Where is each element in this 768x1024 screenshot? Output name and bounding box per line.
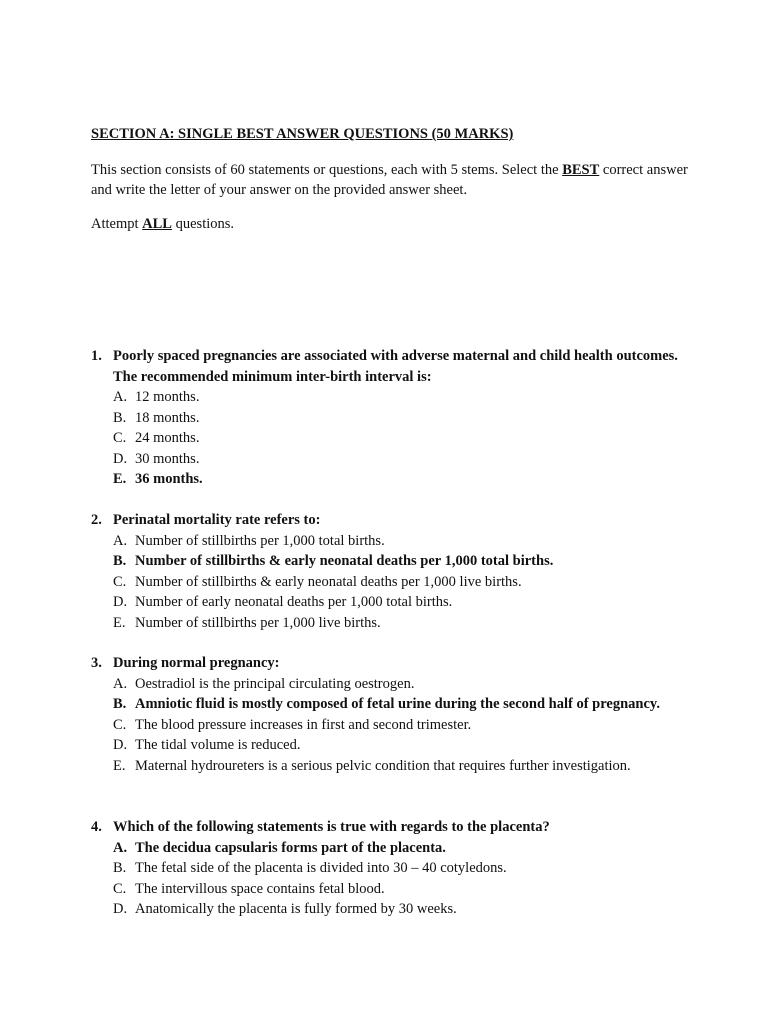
option-b <box>113 694 681 715</box>
instructions-text-end: correct answer and write the letter of your answer on the provided answer sheet. <box>91 162 688 198</box>
instructions-emphasis: BEST <box>562 162 600 178</box>
option-letter: B. <box>113 409 127 426</box>
option-letter: D. <box>113 901 128 917</box>
option-letter: D. <box>113 594 128 610</box>
option-letter: C. <box>113 880 127 897</box>
option-d <box>113 735 681 756</box>
question-2 <box>91 510 681 633</box>
option-letter: B. <box>113 860 127 876</box>
question-number: 2. <box>91 512 102 528</box>
question-1 <box>91 346 681 490</box>
option-b <box>113 551 681 572</box>
option-letter: A. <box>113 839 128 856</box>
option-text: Anatomically the placenta is fully formed by 30 weeks. <box>135 901 457 917</box>
option-c <box>113 715 681 736</box>
question-4 <box>91 817 681 920</box>
option-letter: C. <box>113 430 127 446</box>
option-letter: A. <box>113 532 128 549</box>
option-letter: E. <box>113 757 126 774</box>
option-a <box>113 838 681 859</box>
option-text: The decidua capsularis forms part of the placenta. <box>135 839 446 856</box>
option-d <box>113 449 681 470</box>
question-text: Perinatal mortality rate refers to: <box>113 512 321 528</box>
question-stem <box>91 346 681 387</box>
question-text: Poorly spaced pregnancies are associated with adverse maternal and child health outcomes. The recommended minimum inter-birth interval is: <box>113 348 678 385</box>
question-number: 3. <box>91 655 102 671</box>
option-text: Number of early neonatal deaths per 1,000 total births. <box>135 594 453 610</box>
option-text: 18 months. <box>135 409 200 426</box>
option-text: The blood pressure increases in first and second trimester. <box>135 716 472 733</box>
option-letter: B. <box>113 696 127 712</box>
attempt-instruction <box>91 214 234 234</box>
option-c <box>113 879 681 900</box>
question-number: 4. <box>91 819 102 835</box>
option-text: The tidal volume is reduced. <box>135 737 301 753</box>
question-number: 1. <box>91 348 102 364</box>
option-text: Amniotic fluid is mostly composed of fetal urine during the second half of pregnancy. <box>135 696 660 712</box>
option-e <box>113 469 681 490</box>
option-letter: C. <box>113 716 127 733</box>
section-instructions <box>91 160 691 200</box>
question-text: During normal pregnancy: <box>113 655 280 671</box>
question-stem <box>91 817 681 838</box>
option-d <box>113 592 681 613</box>
option-text: 30 months. <box>135 450 200 467</box>
option-e <box>113 756 681 777</box>
option-text: 24 months. <box>135 430 200 446</box>
option-letter: D. <box>113 450 128 467</box>
option-letter: C. <box>113 573 127 590</box>
option-letter: B. <box>113 553 127 569</box>
option-a <box>113 531 681 552</box>
option-b <box>113 858 681 879</box>
option-c <box>113 428 681 449</box>
option-text: 12 months. <box>135 389 200 405</box>
attempt-emphasis: ALL <box>142 216 172 232</box>
question-stem <box>91 510 681 531</box>
question-stem <box>91 653 681 674</box>
option-letter: A. <box>113 675 128 692</box>
question-text: Which of the following statements is true with regards to the placenta? <box>113 819 550 835</box>
option-text: Maternal hydroureters is a serious pelvic condition that requires further investigation. <box>135 757 631 774</box>
option-text: Number of stillbirths & early neonatal deaths per 1,000 total births. <box>135 553 554 569</box>
option-e <box>113 613 681 634</box>
option-b <box>113 408 681 429</box>
option-letter: A. <box>113 389 128 405</box>
attempt-text: Attempt <box>91 216 143 232</box>
option-letter: E. <box>113 471 127 487</box>
option-text: The intervillous space contains fetal blood. <box>135 880 385 897</box>
section-title: SECTION A: SINGLE BEST ANSWER QUESTIONS (50 MARKS) <box>91 126 514 142</box>
option-text: Number of stillbirths per 1,000 live births. <box>135 614 381 631</box>
option-d <box>113 899 681 920</box>
attempt-text-end: questions. <box>171 216 235 232</box>
option-text: The fetal side of the placenta is divided into 30 – 40 cotyledons. <box>135 860 507 876</box>
option-a <box>113 674 681 695</box>
option-text: 36 months. <box>135 471 203 487</box>
option-text: Number of stillbirths & early neonatal deaths per 1,000 live births. <box>135 573 522 590</box>
instructions-text: This section consists of 60 statements or questions, each with 5 stems. Select the <box>91 162 563 178</box>
option-letter: D. <box>113 737 128 753</box>
option-text: Oestradiol is the principal circulating oestrogen. <box>135 675 415 692</box>
option-letter: E. <box>113 614 126 631</box>
option-c <box>113 572 681 593</box>
question-3 <box>91 653 681 776</box>
option-a <box>113 387 681 408</box>
option-text: Number of stillbirths per 1,000 total births. <box>135 532 385 549</box>
